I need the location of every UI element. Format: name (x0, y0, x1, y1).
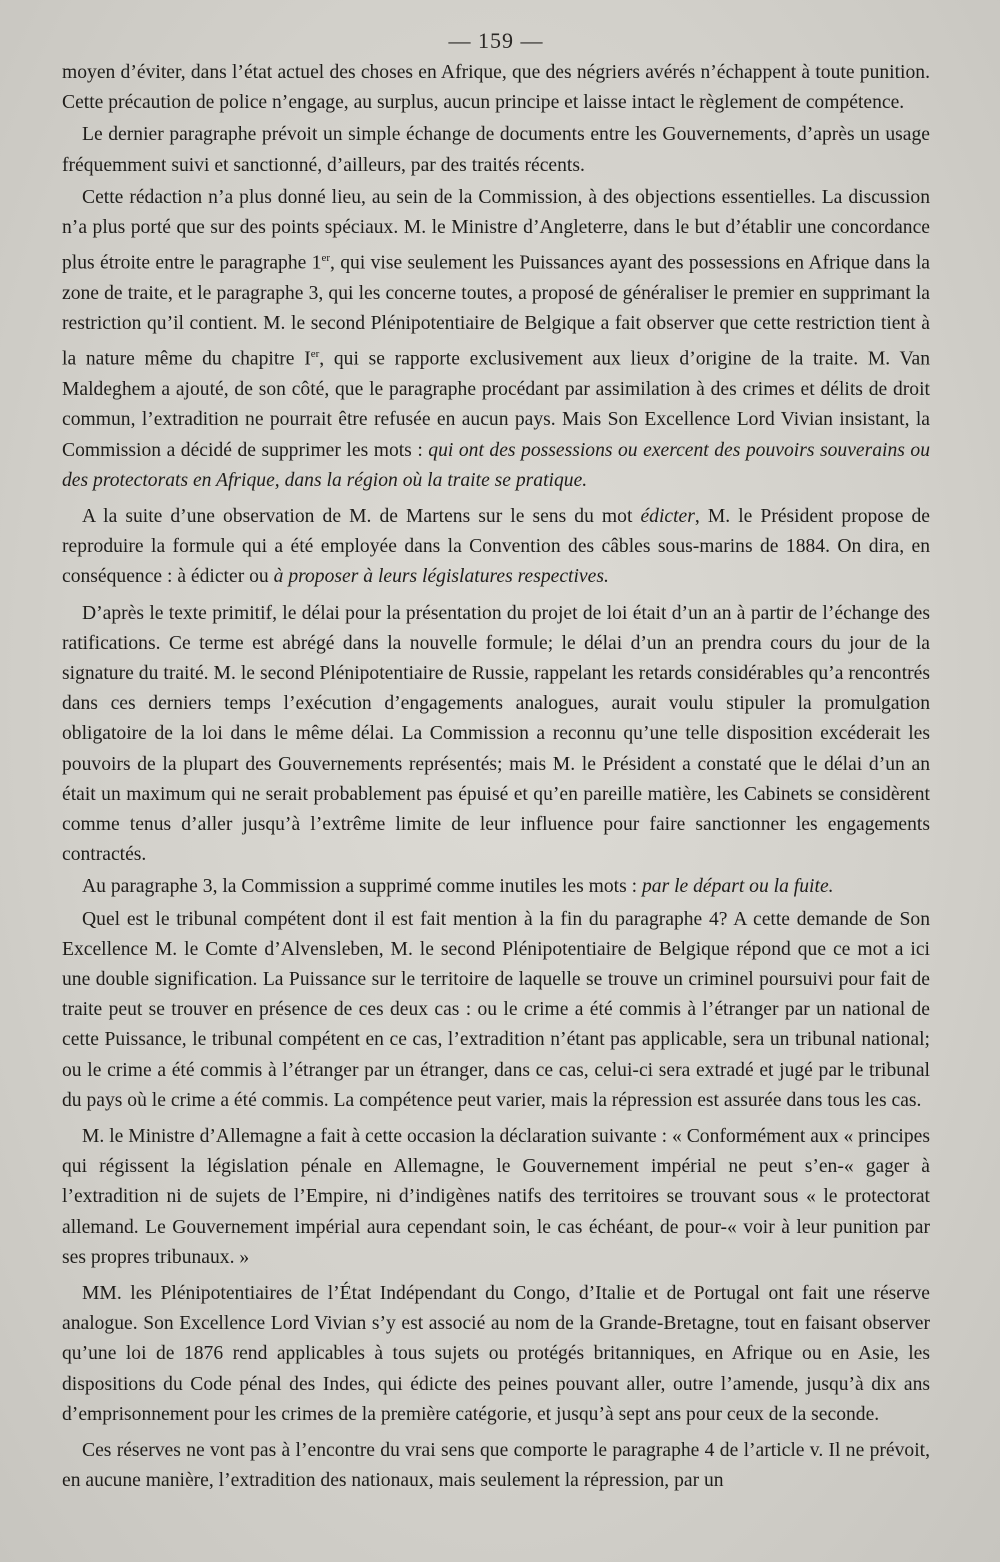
text-segment: , M. le Président propose de reproduire la formule qui a été employée dans la Convention des câbles sous-marins de 1884. On dira, en conséquence : à édicter ou (62, 505, 930, 588)
text-segment: Quel est le tribunal compétent dont il est fait mention à la fin du paragraphe 4? A cette demande de Son Excellence M. le Comte d’Alvensleben, M. le second Plénipotentiaire de Belgique répond que ce mot a ici une double signification. La Puissance sur le territoire de laquelle se trouve un criminel poursuivi pour fait de traite peut se trouver en présence de ces deux cas : ou le crime a été commis à l’étranger par un national de cette Puissance, le tribunal compétent en ce cas, l’extradition n’étant pas applicable, sera un tribunal national; ou le crime a été commis à l’étranger par un étranger, dans ce cas, celui-ci sera extradé et jugé par le tribunal du pays où le crime a été commis. La compétence peut varier, mais la répression est assurée dans tous les cas. (62, 908, 930, 1111)
text-segment: moyen d’éviter, dans l’état actuel des choses en Afrique, que des négriers avérés n’échappent à toute punition. Cette précaution de police n’engage, au surplus, aucun principe et laisse intact le règlement de compétence. (62, 62, 930, 114)
paragraph (62, 1279, 930, 1430)
paragraph (62, 1122, 930, 1273)
italic-text: par le départ ou la fuite. (641, 876, 834, 898)
text-segment: Ces réserves ne vont pas à l’encontre du vrai sens que comporte le paragraphe 4 de l’article v. Il ne prévoit, en aucune manière, l’extradition des nationaux, mais seulement la répression, par un (62, 1440, 930, 1492)
text-segment: M. le Ministre d’Allemagne a fait à cette occasion la déclaration suivante : « Conformément aux « principes qui régissent la législation pénale en Allemagne, le Gouvernement impérial ne peut s’en-« gager à l’extradition ni de sujets de l’Empire, ni d’indigènes natifs des territoires se trouvant sous « le protectorat allemand. Le Gouvernement impérial aura cependant soin, le cas échéant, de pour-« voir à leur punition par ses propres tribunaux. » (62, 1125, 930, 1268)
italic-text: à proposer à leurs législatures respectives. (273, 566, 609, 588)
text-segment: A la suite d’une observation de M. de Martens sur le sens du mot (82, 505, 641, 527)
text-segment: , qui se rapporte exclusivement aux lieux d’origine de la traite. M. Van Maldeghem a ajouté, de son côté, que le paragraphe procédant par assimilation à des crimes et délits de droit commun, l’extradition ne pourrait être refusée en aucun pays. Mais Son Excellence Lord Vivian insistant, la Commission a décidé de supprimer les mots : (62, 348, 930, 461)
paragraph (62, 183, 930, 496)
paragraph (62, 872, 930, 902)
paragraph (62, 120, 930, 180)
paragraph (62, 502, 930, 593)
body-text (62, 58, 930, 1496)
superscript-text: er (321, 252, 331, 265)
paragraph (62, 905, 930, 1116)
page-number: — 159 — (448, 28, 544, 53)
paragraph (62, 1436, 930, 1496)
italic-text: qui ont des possessions ou exercent des pouvoirs souverains ou des protectorats en Afrique, dans la région où la traite se pratique. (62, 439, 930, 491)
paragraph (62, 599, 930, 871)
text-segment: D’après le texte primitif, le délai pour la présentation du projet de loi était d’un an à partir de l’échange des ratifications. Ce terme est abrégé dans la nouvelle formule; le délai d’un an prendra cours du jour de la signature du traité. M. le second Plénipotentiaire de Russie, rappelant les retards considérables qu’a rencontrés dans ces derniers temps l’exécution d’engagements analogues, aurait voulu stipuler la promulgation obligatoire de la loi dans le même délai. La Commission a reconnu qu’une telle disposition excéderait les pouvoirs de la plupart des Gouvernements représentés; mais M. le Président a constaté que le délai d’un an était un maximum qui ne serait probablement pas épuisé et qu’en pareille matière, les Cabinets se considèrent comme tenus d’aller jusqu’à l’extrême limite de leur influence pour faire sanctionner les engagements contractés. (62, 602, 930, 866)
text-segment: MM. les Plénipotentiaires de l’État Indépendant du Congo, d’Italie et de Portugal ont fait une réserve analogue. Son Excellence Lord Vivian s’y est associé au nom de la Grande-Bretagne, tout en faisant observer qu’une loi de 1876 rend applicables à tous sujets ou protégés britanniques, en Afrique ou en Asie, les dispositions du Code pénal des Indes, qui édicte des peines pouvant aller, outre l’amende, jusqu’à dix ans d’emprisonnement pour les crimes de la première catégorie, et jusqu’à sept ans pour ceux de la seconde. (62, 1282, 930, 1425)
text-segment: , qui vise seulement les Puissances ayant des possessions en Afrique dans la zone de traite, et le paragraphe 3, qui les concerne toutes, a proposé de généraliser le premier en supprimant la restriction qu’il contient. M. le second Plénipotentiaire de Belgique a fait observer que cette restriction tient à la nature même du chapitre I (62, 252, 930, 370)
italic-text: édicter (640, 505, 695, 527)
text-segment: Le dernier paragraphe prévoit un simple échange de documents entre les Gouvernements, d’après un usage fréquemment suivi et sanctionné, d’ailleurs, par des traités récents. (62, 124, 930, 176)
text-segment: Cette rédaction n’a plus donné lieu, au sein de la Commission, à des objections essentielles. La discussion n’a plus porté que sur des points spéciaux. M. le Ministre d’Angleterre, dans le but d’établir une concordance plus étroite entre le paragraphe 1 (62, 186, 930, 274)
paragraph (62, 58, 930, 118)
superscript-text: er (310, 348, 320, 361)
text-segment: Au paragraphe 3, la Commission a supprimé comme inutiles les mots : (82, 876, 642, 898)
